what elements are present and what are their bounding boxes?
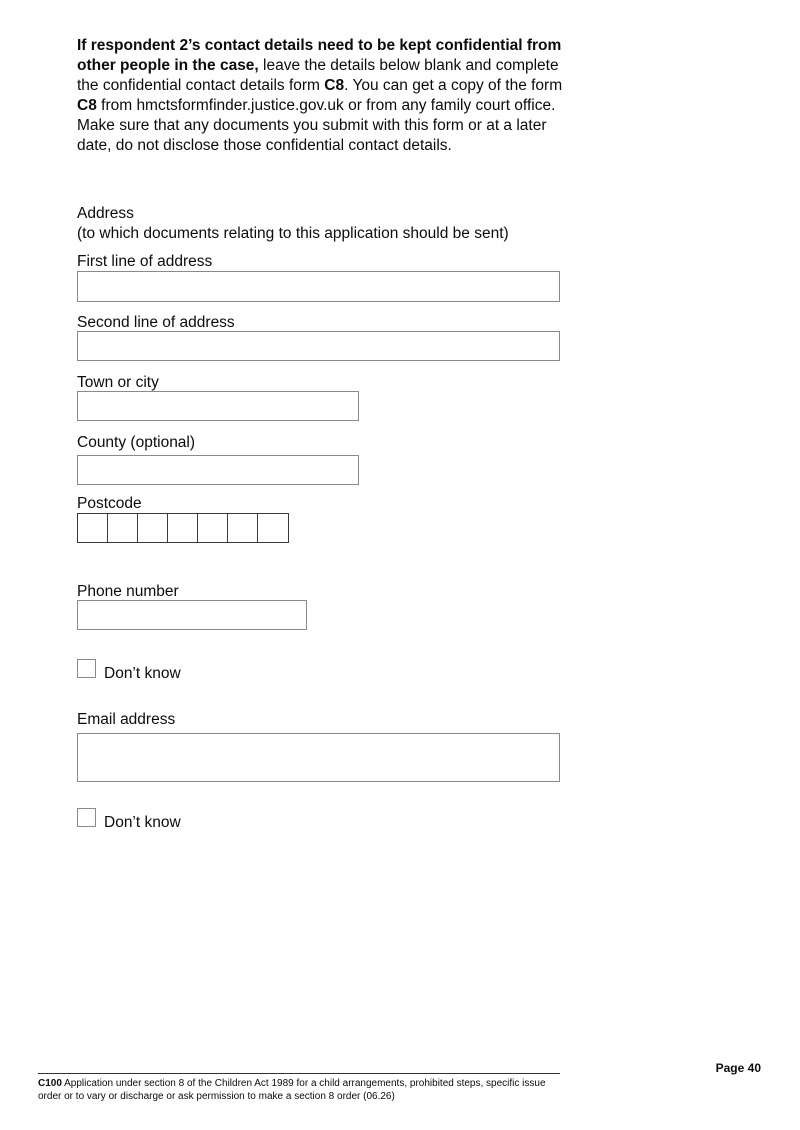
postcode-char-box[interactable]	[258, 514, 288, 542]
town-input[interactable]	[77, 391, 359, 421]
second-line-input[interactable]	[77, 331, 560, 361]
instructions-text-1: leave the details below blank and complete the confidential contact details form	[77, 57, 559, 94]
form-code-c8: C8	[324, 77, 345, 94]
address-subheading: (to which documents relating to this application should be sent)	[77, 225, 509, 242]
postcode-label: Postcode	[77, 495, 142, 512]
form-code-c8-second: C8	[77, 97, 97, 114]
phone-dont-know-checkbox[interactable]	[77, 659, 96, 678]
footer-divider	[38, 1073, 560, 1074]
email-dont-know-label: Don’t know	[104, 814, 181, 831]
postcode-boxes	[77, 513, 289, 543]
town-label: Town or city	[77, 374, 159, 391]
page-number: Page 40	[715, 1061, 761, 1075]
email-input[interactable]	[77, 733, 560, 782]
footer-form-description	[38, 1078, 558, 1103]
email-label: Email address	[77, 711, 176, 728]
email-dont-know-row	[77, 807, 181, 831]
instructions-text-3: from hmctsformfinder.justice.gov.uk or from any family court office. Make sure that any documents you submit with this form or at a later date, do not disclose those confidential contact details.	[77, 97, 556, 154]
phone-dont-know-row	[77, 658, 181, 682]
postcode-char-box[interactable]	[228, 514, 258, 542]
address-heading: Address	[77, 205, 134, 222]
footer-description-text: Application under section 8 of the Children Act 1989 for a child arrangements, prohibited steps, specific issue order or to vary or discharge or ask permission to make a section 8 order (06.26)	[38, 1078, 546, 1102]
first-line-label: First line of address	[77, 253, 213, 270]
phone-input[interactable]	[77, 600, 307, 630]
postcode-char-box[interactable]	[138, 514, 168, 542]
postcode-char-box[interactable]	[168, 514, 198, 542]
second-line-label: Second line of address	[77, 314, 235, 331]
instructions-text-2: . You can get a copy of the form	[344, 77, 563, 94]
postcode-char-box[interactable]	[198, 514, 228, 542]
phone-dont-know-label: Don’t know	[104, 665, 181, 682]
phone-label: Phone number	[77, 583, 179, 600]
postcode-char-box[interactable]	[108, 514, 138, 542]
postcode-char-box[interactable]	[78, 514, 108, 542]
confidentiality-bold-lead: If respondent 2’s contact details need to be kept confidential from other people in the case,	[77, 37, 562, 74]
county-input[interactable]	[77, 455, 359, 485]
confidentiality-instructions	[77, 36, 567, 156]
county-label: County (optional)	[77, 434, 196, 451]
first-line-input[interactable]	[77, 271, 560, 302]
email-dont-know-checkbox[interactable]	[77, 808, 96, 827]
footer-form-code: C100	[38, 1078, 62, 1089]
